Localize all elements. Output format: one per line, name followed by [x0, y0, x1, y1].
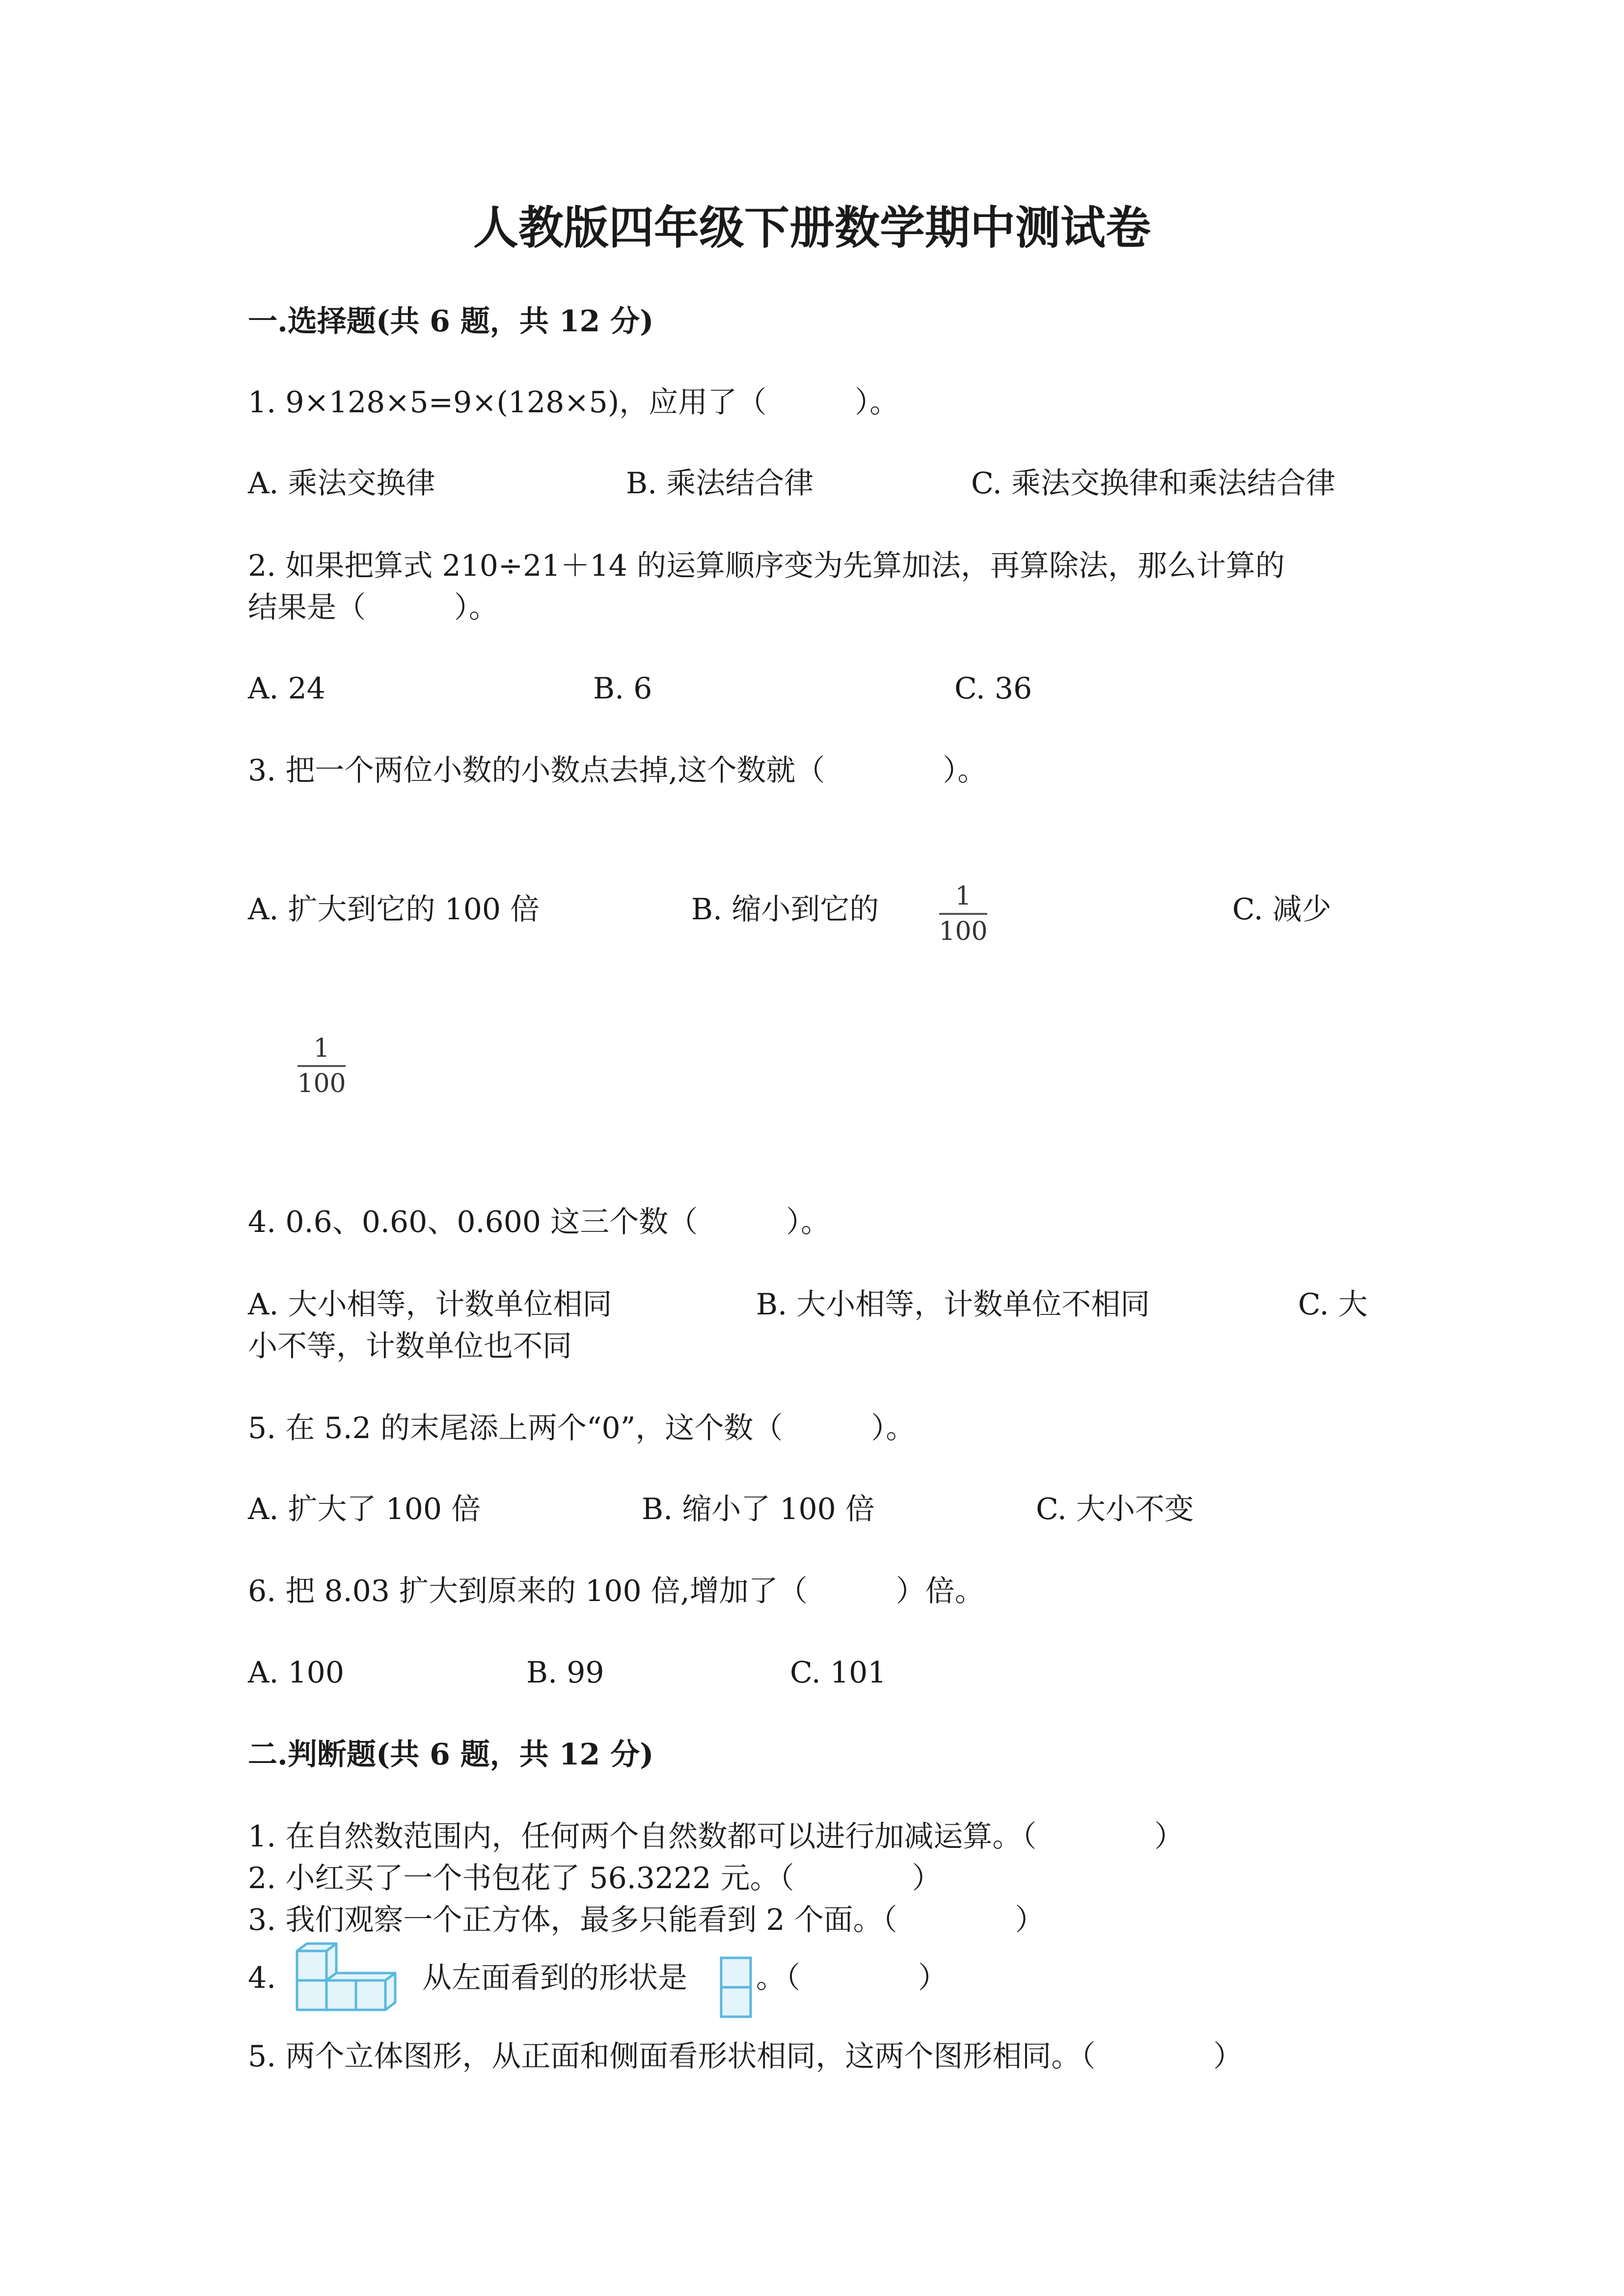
fraction-numerator: 1	[955, 881, 972, 911]
question-2-option-c: C. 36	[954, 671, 1032, 706]
cube-stack-figure	[292, 1941, 410, 2027]
question-6-stem: 6. 把 8.03 扩大到原来的 100 倍,增加了（ ）倍。	[248, 1574, 984, 1608]
question-3-option-c: C. 减少	[1232, 892, 1331, 927]
question-2-option-b: B. 6	[593, 671, 652, 706]
question-1-stem: 1. 9×128×5=9×(128×5)，应用了（ ）。	[248, 385, 899, 420]
question-4-option-c-line2: 小不等，计数单位也不同	[248, 1329, 572, 1363]
question-3-option-c-fraction	[295, 1036, 349, 1096]
question-1-option-c: C. 乘法交换律和乘法结合律	[971, 466, 1335, 501]
question-2-option-a: A. 24	[248, 671, 325, 706]
fraction-bar	[939, 913, 987, 915]
judgement-4-number: 4.	[248, 1961, 276, 1995]
judgement-3: 3. 我们观察一个正方体，最多只能看到 2 个面。（ ）	[248, 1903, 1045, 1937]
question-4-option-a: A. 大小相等，计数单位相同	[248, 1287, 612, 1322]
left-view-figure	[719, 1956, 754, 2025]
question-5-option-a: A. 扩大了 100 倍	[248, 1492, 481, 1526]
judgement-4-tail: 。（ ）	[756, 1961, 947, 1995]
question-4-stem: 4. 0.6、0.60、0.600 这三个数（ ）。	[248, 1205, 831, 1239]
question-6-option-b: B. 99	[526, 1655, 604, 1690]
question-2-stem-line1: 2. 如果把算式 210÷21＋14 的运算顺序变为先算加法，再算除法，那么计算的	[248, 549, 1285, 583]
section-heading-judgement: 二.判断题(共 6 题，共 12 分)	[248, 1737, 654, 1772]
question-5-stem: 5. 在 5.2 的末尾添上两个“0”，这个数（ ）。	[248, 1411, 916, 1445]
judgement-1: 1. 在自然数范围内，任何两个自然数都可以进行加减运算。（ ）	[248, 1819, 1184, 1854]
judgement-5: 5. 两个立体图形，从正面和侧面看形状相同，这两个图形相同。（ ）	[248, 2039, 1243, 2074]
question-3-option-a: A. 扩大到它的 100 倍	[248, 892, 540, 927]
question-5-option-c: C. 大小不变	[1036, 1492, 1194, 1526]
question-3-option-b: B. 缩小到它的	[691, 892, 879, 927]
fraction-bar	[298, 1065, 346, 1067]
question-1-option-a: A. 乘法交换律	[248, 466, 435, 501]
page-title: 人教版四年级下册数学期中测试卷	[473, 201, 1151, 254]
judgement-4-text: 从左面看到的形状是	[422, 1961, 687, 1995]
question-5-option-b: B. 缩小了 100 倍	[642, 1492, 875, 1526]
section-heading-choice: 一.选择题(共 6 题，共 12 分)	[248, 304, 654, 339]
fraction-numerator: 1	[313, 1034, 330, 1063]
question-4-option-c-line1: C. 大	[1298, 1287, 1368, 1322]
question-4-option-b: B. 大小相等，计数单位不相同	[756, 1287, 1150, 1322]
question-2-stem-line2: 结果是（ ）。	[248, 590, 498, 625]
fraction-denominator: 100	[297, 1069, 346, 1098]
question-6-option-c: C. 101	[790, 1655, 887, 1690]
question-3-stem: 3. 把一个两位小数的小数点去掉,这个数就（ ）。	[248, 753, 987, 788]
question-3-option-b-fraction	[936, 883, 990, 944]
question-6-option-a: A. 100	[248, 1655, 344, 1690]
fraction-denominator: 100	[939, 917, 988, 946]
question-1-option-b: B. 乘法结合律	[626, 466, 814, 501]
judgement-2: 2. 小红买了一个书包花了 56.3222 元。（ ）	[248, 1861, 942, 1896]
